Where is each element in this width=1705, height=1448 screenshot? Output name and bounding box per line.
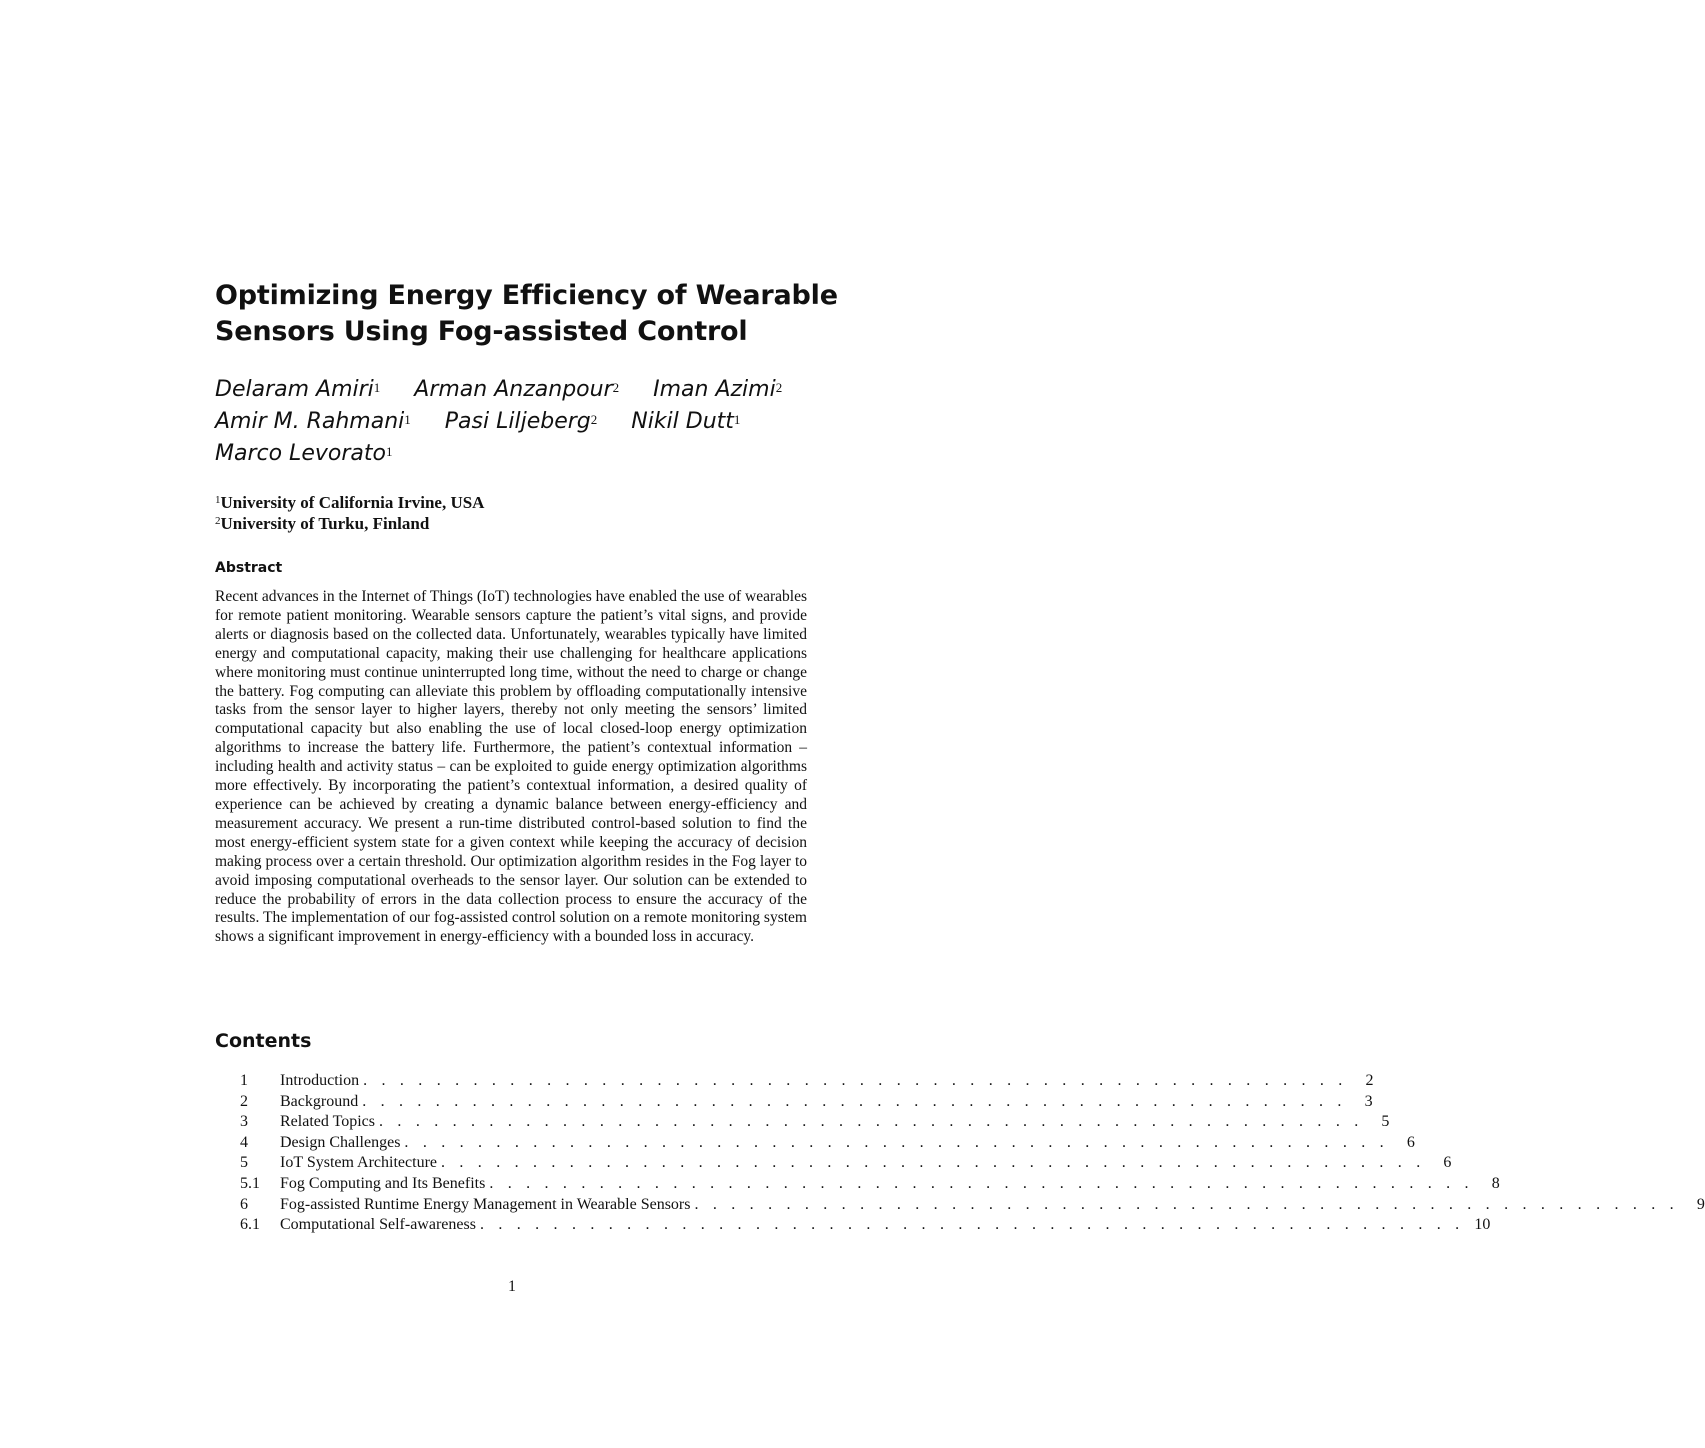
toc-page: 10 [1474,1216,1491,1234]
toc-number: 5.1 [240,1174,260,1192]
toc-leader: . . . . . . . . . . . . . . . . . . . . . . . . . . . . . . . . . . . . . . . . . . . . . . . . . . . . . . [479,1216,1465,1234]
toc-leader: . . . . . . . . . . . . . . . . . . . . . . . . . . . . . . . . . . . . . . . . . . . . . . . . . . . . . . [489,1174,1474,1192]
author-line-3 [215,438,835,470]
contents-heading: Contents [215,1030,312,1052]
toc-entry[interactable] [240,1195,1705,1216]
toc-number: 6 [240,1195,248,1213]
author: Marco Levorato$^1$ [215,441,393,466]
toc-leader: . . . . . . . . . . . . . . . . . . . . . . . . . . . . . . . . . . . . . . . . . . . . . . . . . . . . . . [363,1072,1348,1089]
toc-number: 4 [240,1133,248,1151]
author: Nikil Dutt$^1$ [631,409,741,434]
toc-entry[interactable] [240,1071,1374,1092]
toc-number: 1 [240,1072,248,1089]
toc-leader: . . . . . . . . . . . . . . . . . . . . . . . . . . . . . . . . . . . . . . . . . . . . . . . . . . . . . . [404,1133,1389,1151]
author: Iman Azimi$^2$ [653,377,783,402]
author-line-2 [215,406,835,438]
affiliation: $^2$University of Turku, Finland [215,514,430,533]
abstract-heading: Abstract [215,560,283,576]
toc-title: Design Challenges [280,1133,401,1151]
toc-leader: . . . . . . . . . . . . . . . . . . . . . . . . . . . . . . . . . . . . . . . . . . . . . . . . . . . . . . [694,1195,1679,1213]
toc-entry[interactable] [240,1133,1415,1154]
toc-page: 5 [1381,1113,1390,1131]
paper-title [215,278,855,350]
author: Amir M. Rahmani$^1$ [215,409,411,434]
toc-number: 5 [240,1154,248,1172]
toc-page: 8 [1491,1174,1500,1192]
toc-title: Background [280,1092,359,1110]
toc-leader: . . . . . . . . . . . . . . . . . . . . . . . . . . . . . . . . . . . . . . . . . . . . . . . . . . . . . . [441,1154,1426,1172]
toc-number: 6.1 [240,1216,260,1234]
author: Delaram Amiri$^1$ [215,377,381,402]
toc-page: 6 [1443,1154,1452,1172]
toc-title: IoT System Architecture [280,1154,437,1172]
toc-entry[interactable] [240,1153,1452,1174]
affiliation: $^1$University of California Irvine, USA [215,493,485,512]
affiliations [215,492,484,534]
toc-title: Related Topics [280,1113,376,1131]
abstract-text: Recent advances in the Internet of Things (IoT) technologies have enabled the use of wearables for remote patient monitoring. Wearable sensors capture the patient’s vital signs, and provide alerts or diagnosis based on the collected data. Unfortunately, wearables typically have limited energy and computational capacity, making their use challenging for healthcare applications where monitoring must continue uninterrupted long time, without the need to charge or change the battery. Fog computing can alleviate this problem by offloading computationally intensive tasks from the sensor layer to higher layers, thereby not only meeting the sensors’ limited computational capacity but also enabling the use of local closed-loop energy optimization algorithms to increase the battery life. Furthermore, the patient’s contextual information – including health and activity status – can be exploited to guide energy optimization algorithms more effectively. By incorporating the patient’s contextual information, a desired quality of experience can be achieved by creating a dynamic balance between energy-efficiency and measurement accuracy. We present a run-time distributed control-based solution to find the most energy-efficient system state for a given context while keeping the accuracy of decision making process over a certain threshold. Our optimization algorithm resides in the Fog layer to avoid imposing computational overheads to the sensor layer. Our solution can be extended to reduce the probability of errors in the data collection process to ensure the accuracy of the results. The implementation of our fog-assisted control solution on a remote monitoring system shows a significant improvement in energy-efficiency with a bounded loss in accuracy. [215,588,807,946]
table-of-contents [240,1071,1705,1236]
toc-entry[interactable] [240,1215,1491,1236]
toc-page: 3 [1364,1092,1373,1110]
toc-number: 3 [240,1113,248,1131]
toc-entry[interactable] [240,1112,1390,1133]
author: Arman Anzanpour$^2$ [414,377,620,402]
page-number: 1 [508,1278,516,1295]
toc-title: Introduction [280,1072,360,1089]
title-line-1: Optimizing Energy Efficiency of Wearable [215,280,838,311]
toc-entry[interactable] [240,1174,1500,1195]
toc-title: Fog-assisted Runtime Energy Management in Wearable Sensors [280,1195,691,1213]
author: Pasi Liljeberg$^2$ [444,409,598,434]
toc-title: Computational Self-awareness [280,1216,476,1234]
author-list [215,374,835,470]
toc-page: 9 [1696,1195,1705,1213]
toc-title: Fog Computing and Its Benefits [280,1174,486,1192]
toc-page: 6 [1406,1133,1415,1151]
toc-entry[interactable] [240,1092,1373,1113]
toc-number: 2 [240,1092,248,1110]
title-line-2: Sensors Using Fog-assisted Control [215,316,748,347]
abstract-body [215,588,807,947]
toc-page: 2 [1365,1072,1374,1089]
toc-leader: . . . . . . . . . . . . . . . . . . . . . . . . . . . . . . . . . . . . . . . . . . . . . . . . . . . . . . [379,1113,1364,1131]
author-line-1 [215,374,835,406]
toc-leader: . . . . . . . . . . . . . . . . . . . . . . . . . . . . . . . . . . . . . . . . . . . . . . . . . . . . . . [362,1092,1347,1110]
